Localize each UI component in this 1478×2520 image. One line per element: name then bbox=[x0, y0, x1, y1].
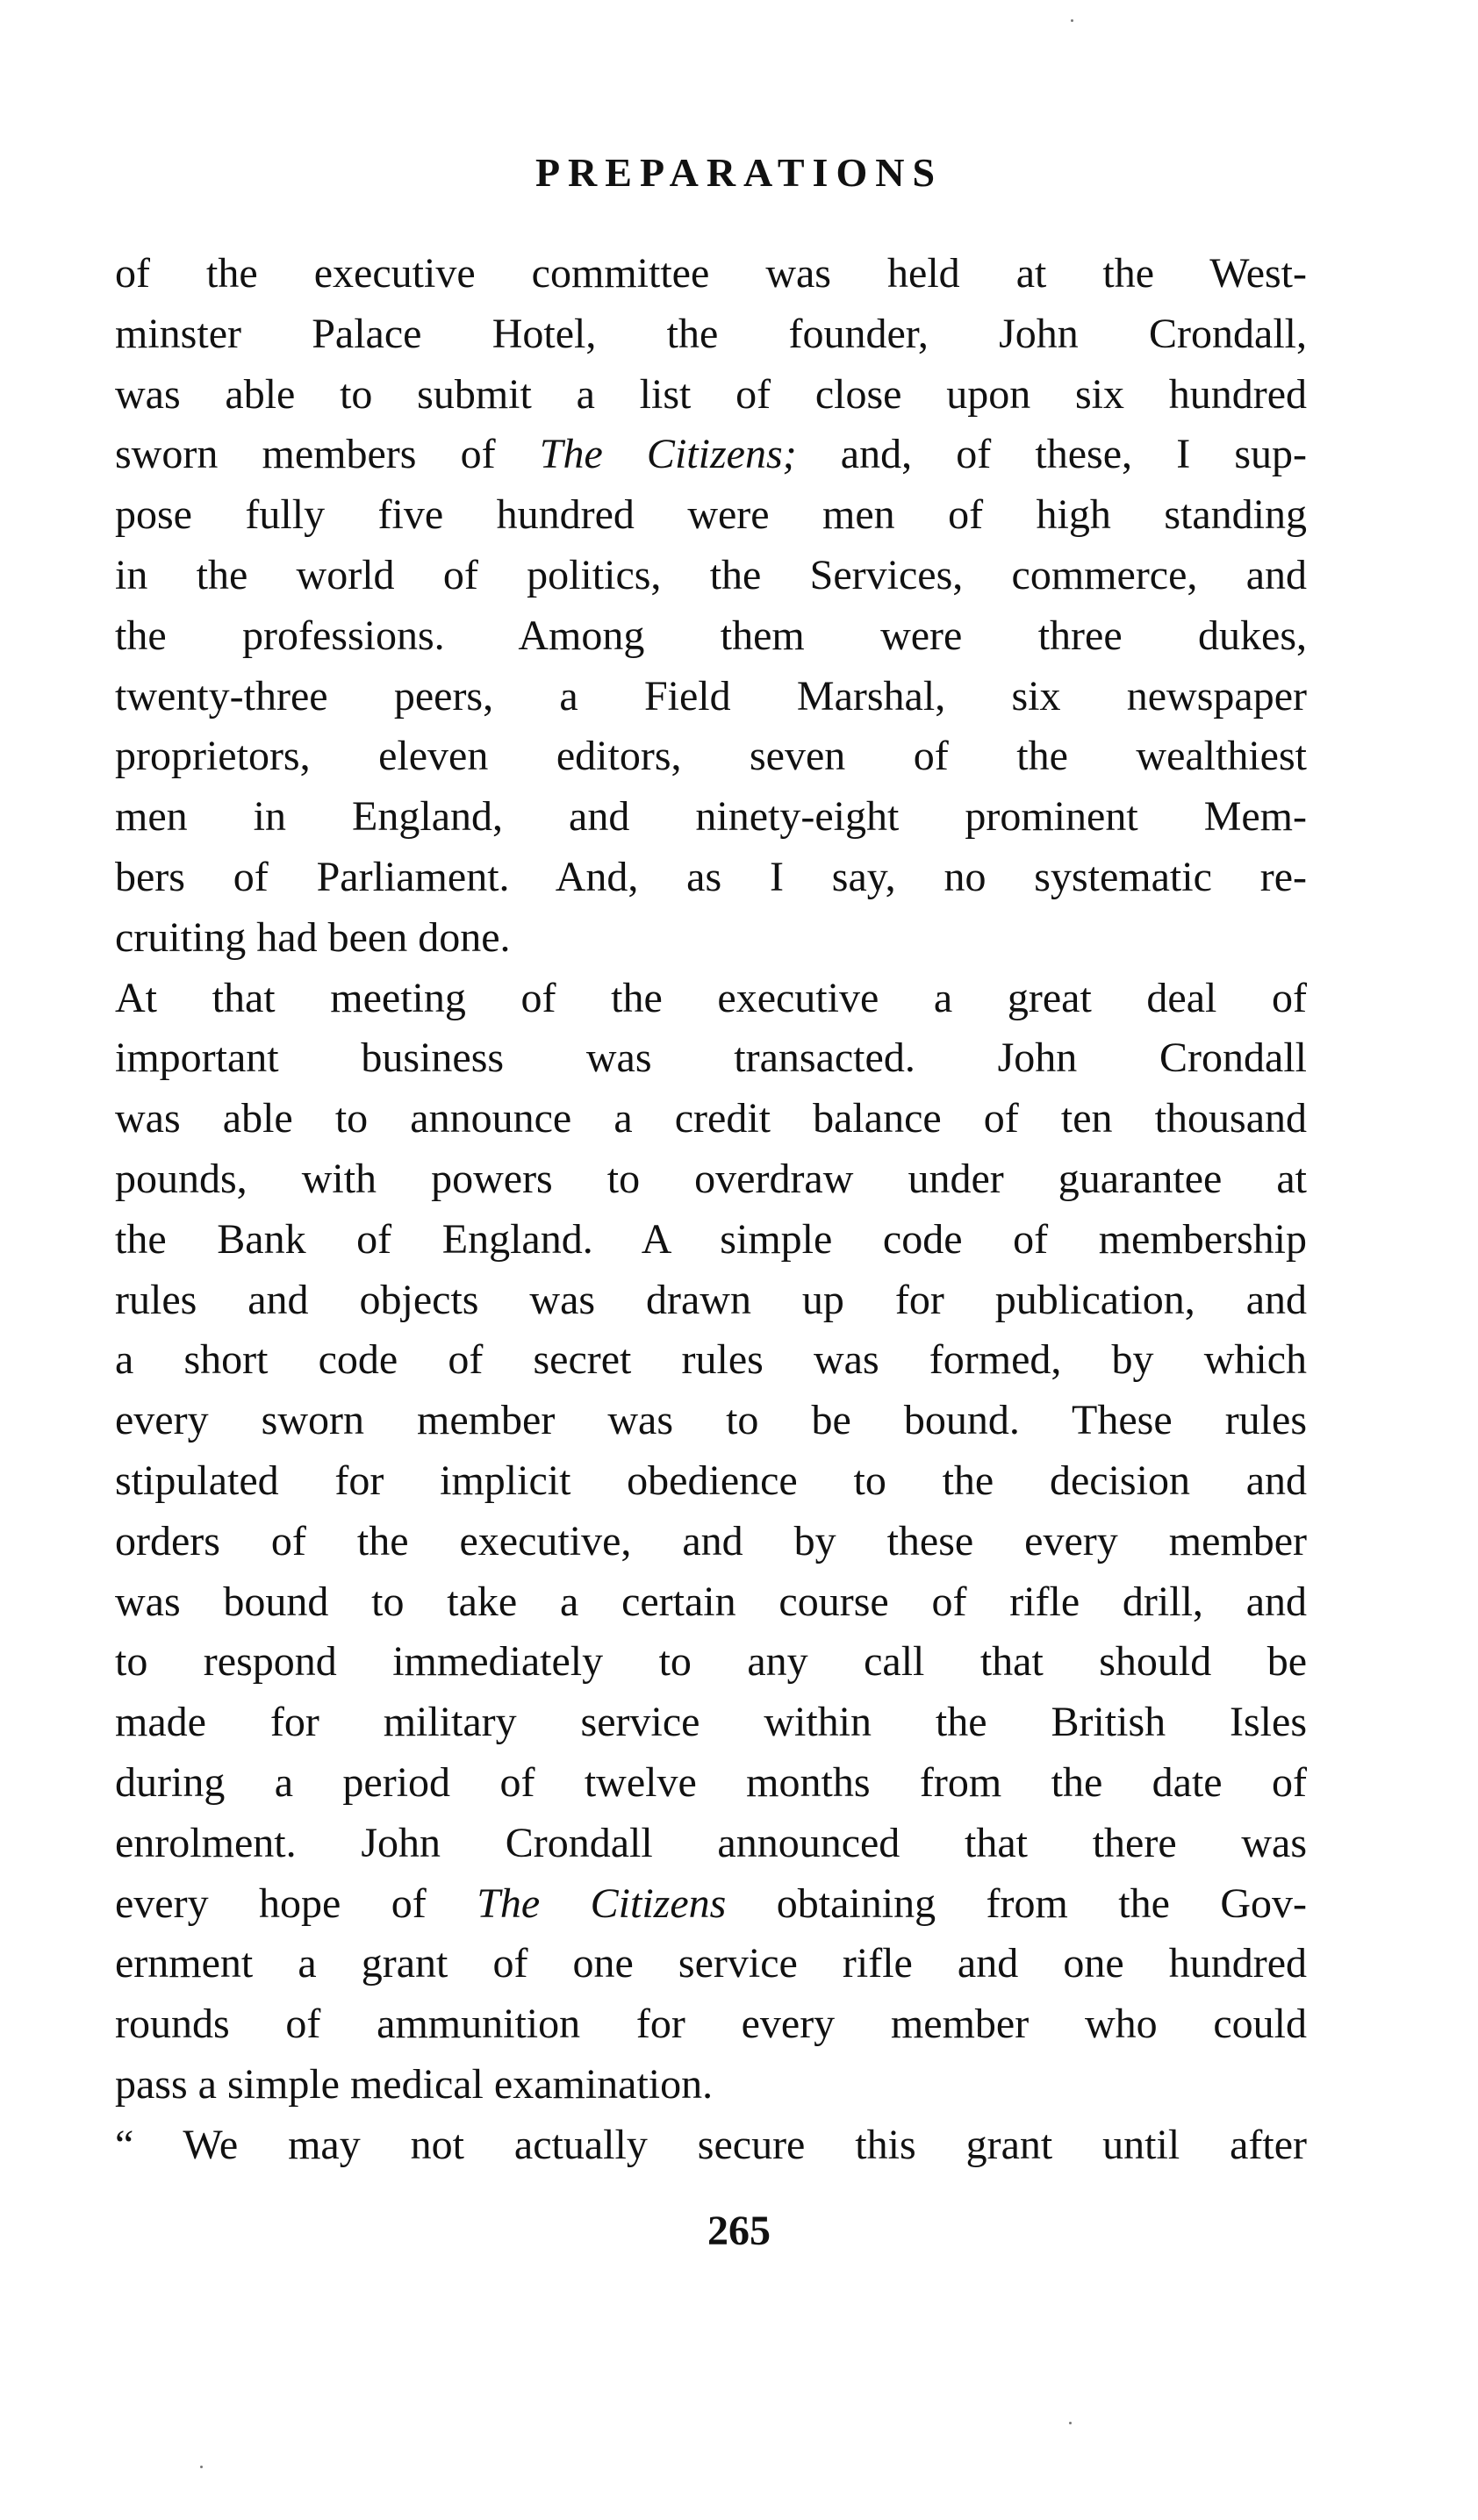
text-run: “ We may not actually secure this grant until after bbox=[115, 2121, 1307, 2168]
text-run: rounds of ammunition for every member who could bbox=[115, 2001, 1307, 2048]
text-line bbox=[115, 787, 1307, 848]
text-run: minster Palace Hotel, the founder, John Crondall, bbox=[115, 310, 1307, 357]
text-run: proprietors, eleven editors, seven of the wealthiest bbox=[115, 733, 1307, 780]
text-line bbox=[115, 1149, 1307, 1210]
text-line bbox=[115, 485, 1307, 546]
text-line bbox=[115, 1693, 1307, 1753]
text-run: was able to submit a list of close upon six hundred bbox=[115, 370, 1307, 418]
text-line bbox=[115, 2055, 1307, 2116]
text-line bbox=[115, 2116, 1307, 2176]
text-run: orders of the executive, and by these every member bbox=[115, 1517, 1307, 1564]
text-run: ernment a grant of one service rifle and one hundred bbox=[115, 1940, 1307, 1987]
text-run: was bound to take a certain course of rifle drill, and bbox=[115, 1578, 1307, 1625]
text-line bbox=[115, 848, 1307, 908]
text-run: of the executive committee was held at the West- bbox=[115, 250, 1307, 297]
text-run: was able to announce a credit balance of ten thousand bbox=[115, 1095, 1307, 1142]
text-line bbox=[115, 1632, 1307, 1693]
text-line bbox=[115, 304, 1307, 365]
text-line bbox=[115, 1934, 1307, 1994]
text-run: every hope of bbox=[115, 1879, 477, 1927]
text-run: in the world of politics, the Services, commerce, and bbox=[115, 551, 1307, 598]
text-line bbox=[115, 727, 1307, 787]
text-run: made for military service within the British Isles bbox=[115, 1699, 1307, 1746]
body-text bbox=[115, 244, 1307, 2176]
text-run: twenty-three peers, a Field Marshal, six newspaper bbox=[115, 672, 1307, 719]
text-line bbox=[115, 1874, 1307, 1935]
text-line bbox=[115, 667, 1307, 727]
text-run: At that meeting of the executive a great deal of bbox=[115, 974, 1307, 1021]
text-run: obtaining from the Gov- bbox=[726, 1879, 1308, 1927]
text-run: rules and objects was drawn up for publication, and bbox=[115, 1276, 1307, 1323]
text-line bbox=[115, 908, 1307, 969]
text-line bbox=[115, 1451, 1307, 1512]
italic-title: The Citizens bbox=[477, 1879, 727, 1927]
text-run: to respond immediately to any call that should be bbox=[115, 1638, 1307, 1686]
text-run: cruiting had been done. bbox=[115, 913, 511, 961]
text-line bbox=[115, 1814, 1307, 1874]
italic-title: The Citizens; bbox=[539, 431, 797, 478]
text-run: the professions. Among them were three dukes, bbox=[115, 612, 1307, 659]
text-run: and, of these, I sup- bbox=[796, 431, 1308, 478]
scan-speck bbox=[1071, 19, 1073, 22]
text-run: every sworn member was to be bound. These rules bbox=[115, 1397, 1307, 1444]
text-line bbox=[115, 1210, 1307, 1271]
text-line bbox=[115, 425, 1307, 485]
text-line bbox=[115, 969, 1307, 1029]
text-run: bers of Parliament. And, as I say, no systematic re- bbox=[115, 853, 1307, 900]
text-run: pass a simple medical examination. bbox=[115, 2060, 714, 2108]
text-line bbox=[115, 1994, 1307, 2055]
text-line bbox=[115, 1089, 1307, 1149]
scan-speck bbox=[1069, 2422, 1072, 2424]
text-line bbox=[115, 1512, 1307, 1572]
text-run: pounds, with powers to overdraw under guarantee at bbox=[115, 1155, 1307, 1202]
text-line bbox=[115, 244, 1307, 304]
text-run: men in England, and ninety-eight prominent Mem- bbox=[115, 793, 1307, 841]
text-line bbox=[115, 1028, 1307, 1089]
text-run: the Bank of England. A simple code of membership bbox=[115, 1215, 1307, 1263]
running-head: PREPARATIONS bbox=[535, 150, 943, 195]
text-run: pose fully five hundred were men of high standing bbox=[115, 491, 1307, 539]
text-run: a short code of secret rules was formed, by which bbox=[115, 1336, 1307, 1384]
text-line bbox=[115, 1753, 1307, 1814]
text-run: important business was transacted. John Crondall bbox=[115, 1034, 1307, 1082]
scan-speck bbox=[200, 2466, 203, 2468]
text-line bbox=[115, 546, 1307, 606]
text-line bbox=[115, 365, 1307, 426]
text-line bbox=[115, 606, 1307, 667]
text-run: stipulated for implicit obedience to the decision and bbox=[115, 1457, 1307, 1504]
page-number: 265 bbox=[707, 2208, 771, 2254]
text-run: sworn members of bbox=[115, 431, 540, 478]
text-line bbox=[115, 1391, 1307, 1451]
text-line bbox=[115, 1271, 1307, 1331]
text-run: enrolment. John Crondall announced that there was bbox=[115, 1819, 1307, 1866]
text-line bbox=[115, 1330, 1307, 1391]
text-line bbox=[115, 1572, 1307, 1633]
text-run: during a period of twelve months from the date of bbox=[115, 1758, 1307, 1806]
